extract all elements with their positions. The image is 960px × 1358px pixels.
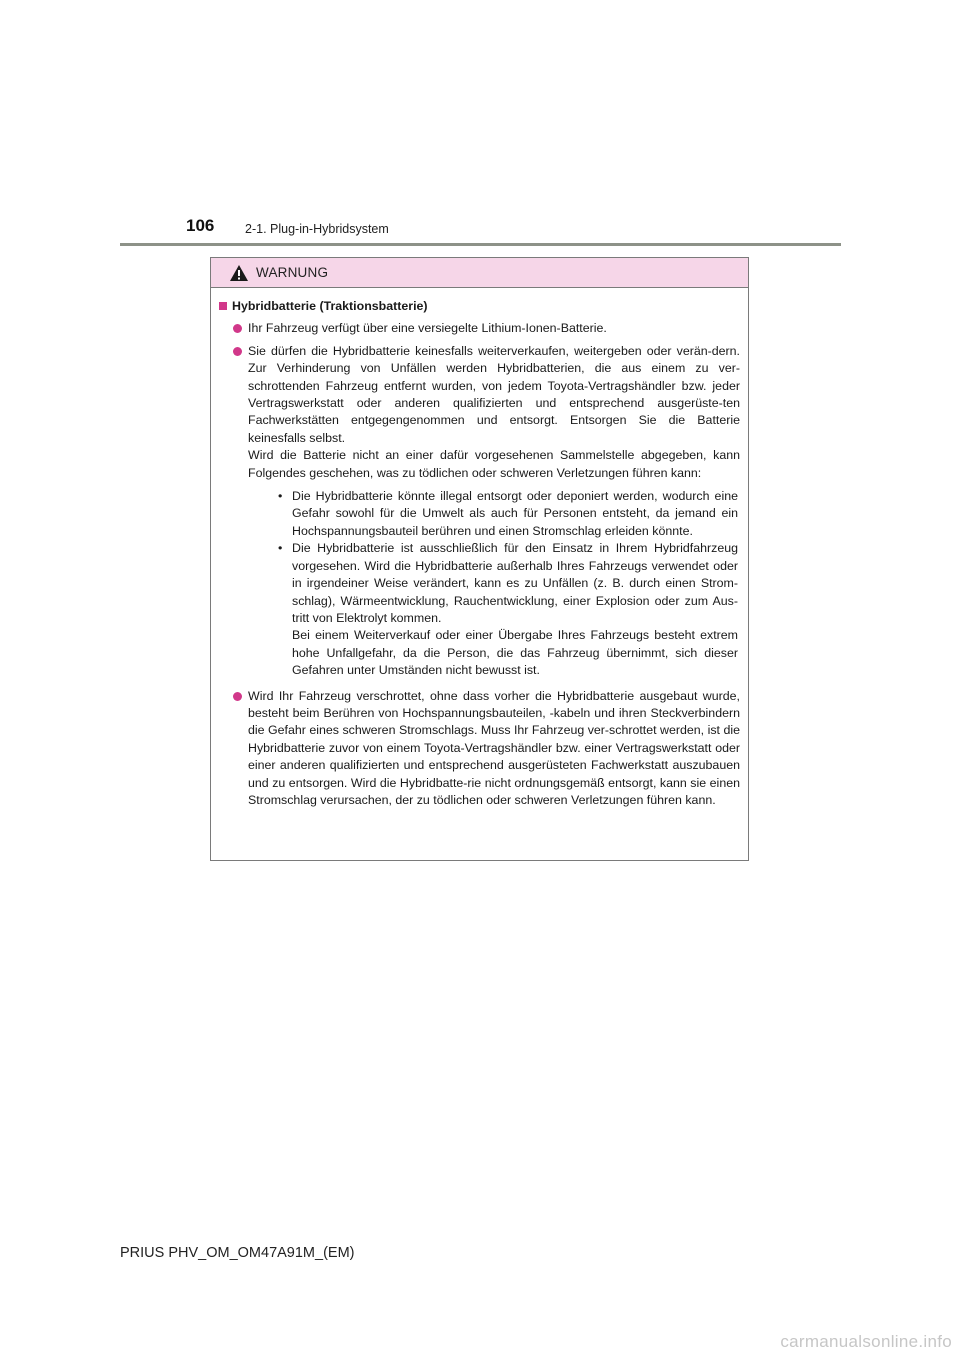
- sub-item-content: [292, 540, 738, 679]
- section-heading-text: Hybridbatterie (Traktionsbatterie): [232, 299, 428, 313]
- square-bullet-icon: [219, 302, 227, 310]
- sub-item-text: Die Hybridbatterie könnte illegal entsorgt oder deponiert werden, wodurch eine Gefahr sowohl für die Umwelt als auch für Personen entsteht, da jemand ein Hochspannungsbauteil berühren und einen Stromschlag erleiden könnte.: [292, 489, 738, 538]
- list-item-text: Wird Ihr Fahrzeug verschrottet, ohne dass vorher die Hybridbatterie ausgebaut wurde, besteht beim Berühren von Hochspannungsbauteilen, -kabeln und ihren Steckverbindern die Gefahr eines schweren Stromschlags. Muss Ihr Fahrzeug ver-schrottet werden, ist die Hybridbatterie zuvor von einem Toyota-Vertragshändler bzw. einer Vertragswerkstatt oder einer anderen qualifizierten und entsprechend ausgerüsteten Fachwerkstatt auszubauen und zu entsorgen. Wird die Hybridbatte-rie nicht ordnungsgemäß entsorgt, kann sie einen Stromschlag verursachen, der zu tödlichen oder schweren Verletzungen führen kann.: [248, 688, 740, 807]
- list-item-content: [248, 343, 740, 683]
- bullet-dot-icon: [233, 692, 242, 701]
- header-rule: [120, 243, 841, 246]
- document-code: PRIUS PHV_OM_OM47A91M_(EM): [120, 1245, 355, 1261]
- paragraph: Sie dürfen die Hybridbatterie keinesfalls weiterverkaufen, weitergeben oder verän-dern. Zur Verhinderung von Unfällen werden Hybridbatterien, die aus einem zu ver-schrottenden Fahrzeug entfernt wurden, von jedem Toyota-Vertragshändler bzw. jeder Vertragswerkstatt oder anderen qualifizierten und entsprechend ausgerüste-ten Fachwerkstätten entgegengenommen und entsorgt. Entsorgen Sie die Batterie keinesfalls selbst.: [248, 343, 740, 445]
- sub-list-item: [278, 488, 738, 540]
- warning-body: [211, 288, 748, 809]
- sub-list: [278, 488, 740, 679]
- paragraph: Die Hybridbatterie ist ausschließlich für den Einsatz in Ihrem Hybridfahrzeug vorgesehen. Wird die Hybridbatterie außerhalb Ihres Fahrzeugs verwendet oder in irgendeiner Weise verändert, kann es zu Unfällen (z. B. durch einen Strom-schlag), Wärmeentwicklung, Rauchentwicklung, einer Explosion oder zum Aus-tritt von Elektrolyt kommen.: [292, 541, 738, 625]
- list-item: [233, 320, 740, 337]
- warning-triangle-icon: [229, 264, 249, 282]
- section-title: 2-1. Plug-in-Hybridsystem: [245, 222, 389, 236]
- list-item-text: Ihr Fahrzeug verfügt über eine versiegelte Lithium-Ionen-Batterie.: [248, 321, 607, 336]
- warning-box: [210, 257, 749, 861]
- warning-header: [211, 258, 748, 288]
- paragraph: Bei einem Weiterverkauf oder einer Übergabe Ihres Fahrzeugs besteht extrem hohe Unfallgefahr, da die Person, die das Fahrzeug übernimmt, sich dieser Gefahren unter Umständen nicht bewusst ist.: [292, 628, 738, 678]
- paragraph: Wird die Batterie nicht an einer dafür vorgesehenen Sammelstelle abgegeben, kann Folgendes geschehen, was zu tödlichen oder schweren Verletzungen führen kann:: [248, 448, 740, 480]
- watermark-link[interactable]: carmanualsonline.info: [780, 1332, 952, 1351]
- list-item: [233, 343, 740, 683]
- section-heading: [219, 298, 740, 315]
- list-item: [233, 688, 740, 810]
- sub-list-item: [278, 540, 738, 679]
- warning-label: WARNUNG: [256, 265, 329, 280]
- bullet-dot-icon: [233, 324, 242, 333]
- page-number: 106: [186, 216, 215, 235]
- sub-bullet: •: [278, 541, 283, 556]
- sub-bullet: •: [278, 489, 283, 504]
- bullet-dot-icon: [233, 347, 242, 356]
